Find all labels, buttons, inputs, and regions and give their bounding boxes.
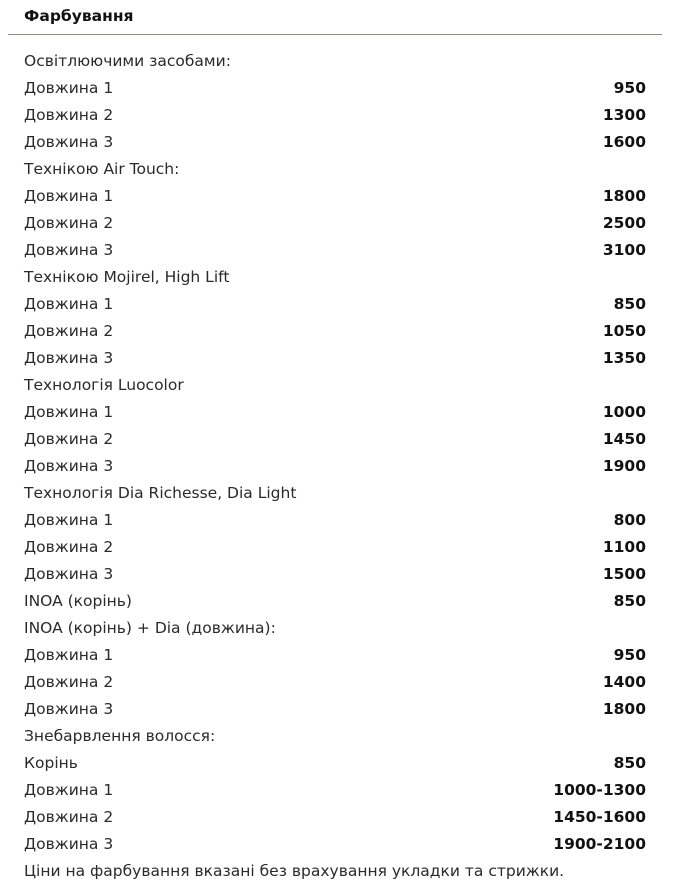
service-price: 1100 — [602, 538, 646, 556]
service-price: 1000 — [602, 403, 646, 421]
service-price: 1000-1300 — [553, 781, 646, 799]
price-note: Ціни на фарбування вказані без врахування укладки та стрижки. — [24, 862, 565, 880]
price-row — [24, 372, 646, 399]
price-row — [24, 642, 646, 669]
price-row — [24, 399, 646, 426]
service-label: Довжина 2 — [24, 538, 114, 556]
service-label: Довжина 3 — [24, 565, 114, 583]
service-label: Технологія Dia Richesse, Dia Light — [24, 484, 297, 502]
service-label: Довжина 1 — [24, 781, 114, 799]
price-row — [24, 129, 646, 156]
service-price: 850 — [613, 295, 646, 313]
service-label: Знебарвлення волосся: — [24, 727, 216, 745]
service-label: Технікою Mojirel, High Lift — [24, 268, 230, 286]
price-row — [24, 426, 646, 453]
price-list — [24, 48, 646, 885]
price-row — [24, 318, 646, 345]
price-row — [24, 345, 646, 372]
service-label: Довжина 2 — [24, 430, 114, 448]
price-row — [24, 588, 646, 615]
price-row — [24, 804, 646, 831]
price-row — [24, 264, 646, 291]
service-label: Довжина 3 — [24, 349, 114, 367]
service-price: 950 — [613, 79, 646, 97]
service-label: Довжина 1 — [24, 646, 114, 664]
service-price: 3100 — [602, 241, 646, 259]
service-price: 1600 — [602, 133, 646, 151]
service-price: 1450-1600 — [553, 808, 646, 826]
price-row — [24, 777, 646, 804]
service-label: INOA (корінь) + Dia (довжина): — [24, 619, 276, 637]
service-price: 1450 — [602, 430, 646, 448]
price-row — [24, 561, 646, 588]
service-label: Довжина 3 — [24, 457, 114, 475]
price-row — [24, 453, 646, 480]
price-row — [24, 183, 646, 210]
service-price: 1500 — [602, 565, 646, 583]
service-label: Довжина 1 — [24, 511, 114, 529]
service-label: Довжина 2 — [24, 808, 114, 826]
service-price: 1300 — [602, 106, 646, 124]
price-row — [24, 507, 646, 534]
service-price: 950 — [613, 646, 646, 664]
service-price: 2500 — [602, 214, 646, 232]
section-title: Фарбування — [24, 7, 134, 25]
price-row — [24, 723, 646, 750]
service-label: Довжина 2 — [24, 214, 114, 232]
service-price: 1800 — [602, 700, 646, 718]
service-price: 800 — [613, 511, 646, 529]
service-label: Корінь — [24, 754, 78, 772]
service-label: Довжина 1 — [24, 403, 114, 421]
price-row — [24, 534, 646, 561]
service-label: Довжина 2 — [24, 322, 114, 340]
price-row — [24, 75, 646, 102]
service-label: Довжина 2 — [24, 106, 114, 124]
section-divider — [8, 34, 662, 35]
price-row — [24, 750, 646, 777]
service-label: Довжина 2 — [24, 673, 114, 691]
service-price: 1900-2100 — [553, 835, 646, 853]
service-label: Технологія Luocolor — [24, 376, 184, 394]
service-price: 850 — [613, 754, 646, 772]
price-row — [24, 237, 646, 264]
price-row — [24, 48, 646, 75]
service-label: Довжина 3 — [24, 133, 114, 151]
service-label: Довжина 3 — [24, 241, 114, 259]
price-row — [24, 210, 646, 237]
price-row — [24, 102, 646, 129]
price-row — [24, 480, 646, 507]
price-row — [24, 831, 646, 858]
service-label: Довжина 1 — [24, 295, 114, 313]
price-row — [24, 156, 646, 183]
service-price: 1350 — [602, 349, 646, 367]
service-label: Технікою Air Touch: — [24, 160, 180, 178]
price-row — [24, 669, 646, 696]
service-price: 1400 — [602, 673, 646, 691]
service-price: 1050 — [602, 322, 646, 340]
service-label: Довжина 1 — [24, 79, 114, 97]
price-row — [24, 696, 646, 723]
service-label: Довжина 3 — [24, 835, 114, 853]
service-label: Довжина 1 — [24, 187, 114, 205]
service-label: Освітлюючими засобами: — [24, 52, 231, 70]
service-price: 850 — [613, 592, 646, 610]
service-price: 1900 — [602, 457, 646, 475]
price-row — [24, 291, 646, 318]
service-label: Довжина 3 — [24, 700, 114, 718]
service-label: INOA (корінь) — [24, 592, 132, 610]
price-row — [24, 615, 646, 642]
service-price: 1800 — [602, 187, 646, 205]
